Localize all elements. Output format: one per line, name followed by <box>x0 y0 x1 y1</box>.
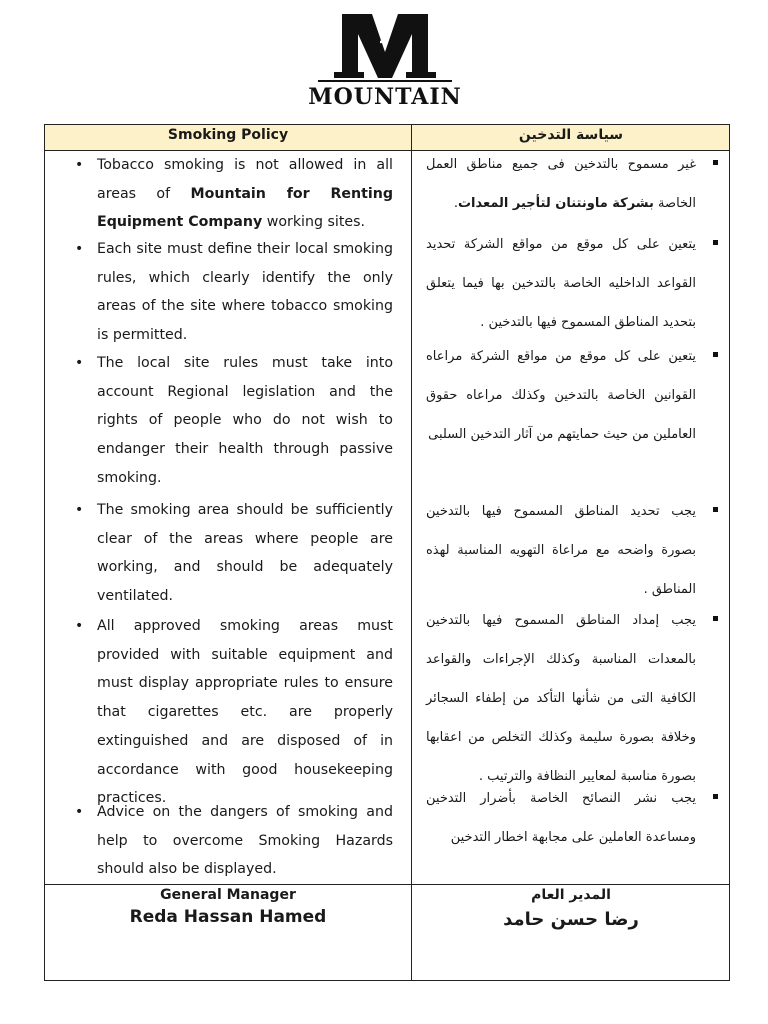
bullet-icon: • <box>75 502 84 518</box>
list-item-text: غير مسموح بالتدخين فى جميع مناطق العمل الخاصة <box>426 157 696 211</box>
list-item <box>426 779 696 857</box>
list-item-text: يتعين على كل موقع من مواقع الشركة مراعاه القوانين الخاصة بالتدخين وكذلك مراعاه حقوق العاملين من حيث حمايتهم من آثار التدخين السلبى <box>426 349 696 442</box>
list-item-text-end: . <box>453 196 458 211</box>
list-item <box>75 496 393 611</box>
gm-title-arabic: المدير العام <box>531 887 611 903</box>
bullet-icon <box>713 616 718 621</box>
mountain-m-hook-logo-icon <box>300 12 470 84</box>
column-divider <box>411 125 412 980</box>
bullet-icon <box>713 352 718 357</box>
list-item <box>426 601 696 796</box>
bullet-icon: • <box>75 157 84 173</box>
list-item-text-end: working sites. <box>262 214 366 231</box>
list-item-text: يجب إمداد المناطق المسموح فيها بالتدخين بالمعدات المناسبة وكذلك الإجراءات والقواعد الكافية التى من شأنها التأكد من إطفاء السجائر وخلافة بصورة سليمة وكذلك التخلص من اعقابها بصورة مناسبة لمعايير النظافة والترتيب . <box>426 613 696 784</box>
header-arabic: سياسة التدخين <box>518 127 624 143</box>
list-item <box>426 225 696 342</box>
bullet-icon: • <box>75 241 84 257</box>
bullet-icon: • <box>75 804 84 820</box>
list-item-text: يتعين على كل موقع من مواقع الشركة تحديد القواعد الداخليه الخاصة بالتدخين بها فيما يتعلق بتحديد المناطق المسموح فيها بالتدخين . <box>426 237 696 330</box>
list-item-text: Advice on the dangers of smoking and help to overcome Smoking Hazards should also be displayed. <box>97 804 393 878</box>
header-english: Smoking Policy <box>167 127 289 143</box>
bullet-icon <box>713 160 718 165</box>
company-name: بشركة ماونتنان لتأجير المعدات <box>457 196 654 211</box>
list-item-text: The smoking area should be sufficiently clear of the areas where people are working, and should be adequately ventilated. <box>97 502 393 605</box>
list-item <box>75 235 393 350</box>
list-item <box>426 337 696 454</box>
company-logo <box>300 12 470 108</box>
company-name: Mountain for Renting Equipment Company <box>97 185 393 231</box>
list-item <box>426 492 696 609</box>
policy-table <box>44 124 730 981</box>
logo-text: MOUNTAIN <box>308 84 462 110</box>
signature-row <box>45 884 729 982</box>
list-item <box>426 145 696 223</box>
list-item-text: يجب تحديد المناطق المسموح فيها بالتدخين بصورة واضحه مع مراعاة التهويه المناسبة لهذه المناطق . <box>426 504 696 597</box>
bullet-icon <box>713 794 718 799</box>
gm-name-arabic: رضا حسن حامد <box>503 909 639 930</box>
list-item-text: All approved smoking areas must provided with suitable equipment and must display appropriate rules to ensure that cigarettes etc. are properly extinguished and are disposed of in accordance with good housekeeping practices. <box>97 618 393 807</box>
list-item-text: The local site rules must take into account Regional legislation and the rights of people who do not wish to endanger their health through passive smoking. <box>97 355 393 486</box>
list-item <box>75 798 393 884</box>
list-item <box>75 612 393 813</box>
bullet-icon: • <box>75 355 84 371</box>
gm-name-english: Reda Hassan Hamed <box>129 907 327 927</box>
bullet-icon <box>713 240 718 245</box>
list-item <box>75 349 393 493</box>
gm-title-english: General Manager <box>160 887 296 903</box>
list-item-text: يجب نشر النصائح الخاصة بأضرار التدخين ومساعدة العاملين على مجابهة اخطار التدخين <box>426 791 696 845</box>
bullet-icon: • <box>75 618 84 634</box>
list-item-text: Each site must define their local smoking rules, which clearly identify the only areas of the site where tobacco smoking is permitted. <box>97 241 393 344</box>
list-item <box>75 151 393 237</box>
bullet-icon <box>713 507 718 512</box>
list-item-text: Tobacco smoking is not allowed in all areas of <box>97 157 393 202</box>
